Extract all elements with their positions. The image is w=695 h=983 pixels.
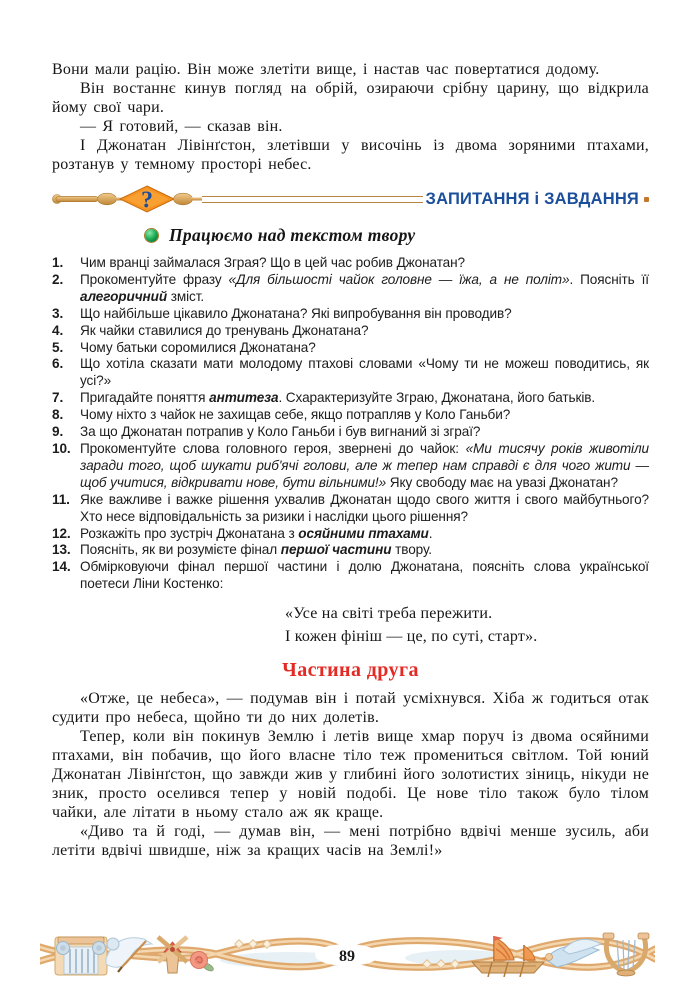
question-text <box>80 356 649 390</box>
text-run: «Отже, це небеса», — подумав він і потай усміхнувся. Хіба ж годиться отак судити про небеса, щойно ти до них долетів. <box>52 690 649 727</box>
question-number: 4. <box>52 322 64 338</box>
text-run: Тепер, коли він покинув Землю і летів вище хмар поруч із двома осяйними птахами, він побачив, що його власне тіло теж промениться світлом. Той юний Джонатан Лівінґстон, що завжди жив у глибині його золотистих зіниць, нікуди не зник, просто оселився тепер у новій подобі. Це нове тіло також було тілом чайки, але літати в ньому стало аж як краще. <box>52 728 649 822</box>
green-gem-icon <box>145 229 158 242</box>
text-run: антитеза <box>209 390 279 406</box>
text-run: Яку свободу має на увазі Джонатан? <box>386 474 618 490</box>
question-number: 2. <box>52 271 64 287</box>
question-number: 3. <box>52 305 64 321</box>
text-run: твору. <box>391 542 432 558</box>
quote-line: «Усе на світі треба пережити. <box>285 605 493 623</box>
question-item <box>52 407 649 424</box>
text-run: — Я готовий, — сказав він. <box>80 118 283 135</box>
text-run: Пригадайте поняття <box>80 390 210 406</box>
paragraph <box>52 79 649 117</box>
text-run: «Диво та й годі, — думав він, — мені потрібно вдвічі менше зусиль, аби летіти вдвічі швидше, ніж за кращих часів на Землі!» <box>52 823 649 860</box>
question-text <box>80 441 649 492</box>
question-item <box>52 492 649 526</box>
text-run: Як чайки ставилися до тренувань Джонатана? <box>80 322 369 338</box>
question-number: 7. <box>52 390 64 406</box>
paragraph <box>52 689 649 727</box>
question-item <box>52 272 649 306</box>
footer-ornament-band <box>40 931 655 977</box>
svg-text:?: ? <box>141 187 153 214</box>
text-run: Прокоментуйте слова головного героя, звернені до чайок: <box>80 440 466 456</box>
text-run: «Ми тисячу років животіли заради того, щоб шукати риб'ячі голови, але ж тепер нам справді є для чого жити — щоб учитися, відкривати нове, бути вільними!» <box>80 440 650 490</box>
text-run: осяйними птахами <box>298 525 429 541</box>
question-text <box>80 559 649 593</box>
text-run: Обмірковуючи фінал першої частини і долю Джонатана, поясніть слова української поетеси Ліни Костенко: <box>80 559 649 592</box>
text-run: Поясніть, як ви розумієте фінал <box>80 542 281 558</box>
question-text <box>80 542 649 559</box>
text-run: Яке важливе і важке рішення ухвалив Джонатан щодо свого життя і свого майбутнього? Хто несе відповідальність за ризики і наслідки цього рішення? <box>80 491 649 524</box>
banner-end-dot-icon <box>644 197 649 202</box>
question-item <box>52 526 649 543</box>
text-run: . <box>428 525 433 541</box>
question-text <box>80 492 649 526</box>
intro-paragraphs <box>52 60 649 174</box>
question-number: 10. <box>52 440 71 456</box>
question-text <box>80 272 649 306</box>
banner-rule <box>202 196 423 203</box>
question-item <box>52 306 649 323</box>
question-item <box>52 542 649 559</box>
paragraph <box>52 117 649 136</box>
text-run: За що Джонатан потрапив у Коло Ганьби і був вигнаний зі зграї? <box>80 424 481 440</box>
question-number: 1. <box>52 255 64 270</box>
text-run: алегоричний <box>80 288 168 304</box>
question-number: 5. <box>52 339 64 355</box>
paragraph <box>52 727 649 822</box>
page-number: 89 <box>339 948 355 965</box>
question-number: 8. <box>52 407 64 423</box>
text-run: зміст. <box>167 288 205 304</box>
question-item <box>52 255 649 272</box>
paragraph <box>52 136 649 174</box>
question-item <box>52 390 649 407</box>
page-content <box>52 0 649 860</box>
subheading-title: Працюємо над текстом твору <box>169 224 416 245</box>
text-run: «Для більшості чайок головне — їжа, а не політ» <box>228 271 570 287</box>
text-run: І Джонатан Лівінґстон, злетівши у височінь із двома зоряними птахами, розтанув у темному просторі небес. <box>52 137 649 173</box>
part-two-heading: Частина друга <box>282 659 419 682</box>
question-number: 13. <box>52 542 71 558</box>
subheading <box>145 223 649 247</box>
paragraph <box>52 822 649 860</box>
question-item <box>52 441 649 492</box>
text-run: . Схарактеризуйте Зграю, Джонатана, його батьків. <box>278 390 596 406</box>
text-run: Що найбільше цікавило Джонатана? Які випробування він проводив? <box>80 305 512 321</box>
text-run: Він востаннє кинув погляд на обрій, озираючи срібну царину, що відкрила йому свої чари. <box>52 80 649 116</box>
text-run: . Поясніть її <box>569 271 649 287</box>
question-item <box>52 323 649 340</box>
question-number: 12. <box>52 525 71 541</box>
question-text <box>80 255 649 272</box>
text-run: Чому батьки соромилися Джонатана? <box>80 339 316 355</box>
text-run: Чим вранці займалася Зграя? Що в цей час робив Джонатан? <box>80 255 466 270</box>
question-mark-ornament-icon <box>52 184 202 214</box>
question-number: 11. <box>52 491 70 507</box>
question-text <box>80 340 649 357</box>
column-capital-icon <box>55 937 107 975</box>
question-text <box>80 323 649 340</box>
question-item <box>52 356 649 390</box>
kostenko-quote <box>285 602 649 648</box>
question-text <box>80 424 649 441</box>
text-run: Прокоментуйте фразу <box>80 271 229 287</box>
question-item <box>52 340 649 357</box>
banner-title: ЗАПИТАННЯ і ЗАВДАННЯ <box>425 189 639 208</box>
question-item <box>52 424 649 441</box>
question-number: 9. <box>52 424 64 440</box>
question-text <box>80 306 649 323</box>
part-two-paragraphs <box>52 689 649 860</box>
text-run: Вони мали рацію. Він може злетіти вище, і настав час повертатися додому. <box>52 61 600 78</box>
questions-banner <box>52 184 649 214</box>
question-text <box>80 407 649 424</box>
question-number: 14. <box>52 559 71 575</box>
question-number: 6. <box>52 356 64 372</box>
questions-list <box>52 255 649 593</box>
quote-line: І кожен фініш — це, по суті, старт». <box>285 628 538 646</box>
text-run: Чому ніхто з чайок не захищав себе, якщо потрапляв у Коло Ганьби? <box>80 407 511 423</box>
question-text <box>80 526 649 543</box>
text-run: першої частини <box>280 542 392 558</box>
paragraph <box>52 60 649 79</box>
text-run: Розкажіть про зустріч Джонатана з <box>80 525 299 541</box>
text-run: Що хотіла сказати мати молодому птахові словами «Чому ти не можеш поводитись, як усі?» <box>80 356 649 389</box>
question-item <box>52 559 649 593</box>
question-text <box>80 390 649 407</box>
